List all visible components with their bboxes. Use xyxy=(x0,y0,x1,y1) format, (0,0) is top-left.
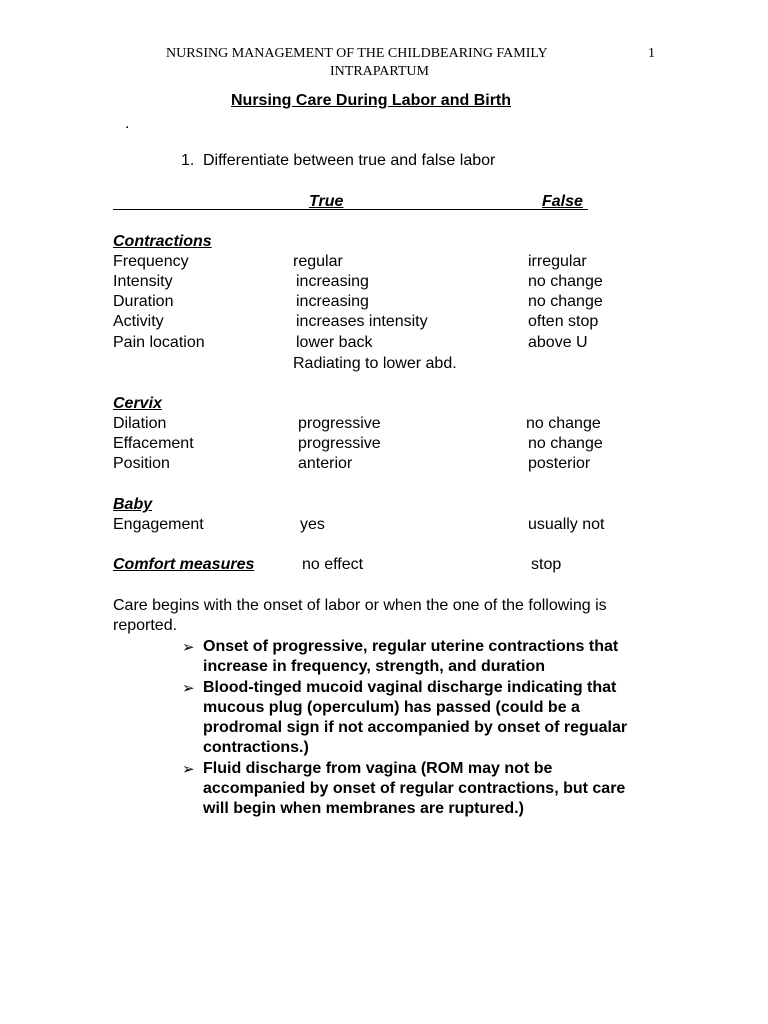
row-label: Pain location xyxy=(113,334,205,351)
row-false-value: no change xyxy=(528,435,603,452)
row-false-value: no change xyxy=(526,415,601,432)
section-heading-baby: Baby xyxy=(113,496,153,513)
page-title: Nursing Care During Labor and Birth xyxy=(231,92,512,109)
list-item: Onset of progressive, regular uterine contractions that increase in frequency, strength, and duration xyxy=(203,638,619,675)
care-intro-paragraph: Care begins with the onset of labor or when the one of the following is reported. xyxy=(113,597,607,634)
section-heading-cervix: Cervix xyxy=(113,395,162,412)
row-true-value: progressive xyxy=(298,415,381,432)
header-line-2: INTRAPARTUM xyxy=(330,64,429,79)
row-label: Intensity xyxy=(113,273,173,290)
row-label: Dilation xyxy=(113,415,167,432)
list-item: Blood-tinged mucoid vaginal discharge indicating that mucous plug (operculum) has passed (could be a prodromal sign if not accompanied by onset of regualar contractions.) xyxy=(203,679,628,756)
row-true-value: yes xyxy=(300,516,325,533)
stray-dot: . xyxy=(125,115,130,132)
arrowhead-bullet-icon: ➢ xyxy=(182,639,195,656)
row-false-value: irregular xyxy=(528,253,587,270)
row-label: Engagement xyxy=(113,516,204,533)
arrowhead-bullet-icon: ➢ xyxy=(182,761,195,778)
column-true-heading: True xyxy=(309,193,344,210)
row-true-value: progressive xyxy=(298,435,381,452)
list-item: Fluid discharge from vagina (ROM may not be accompanied by onset of regular contractions, but care will begin when membranes are ruptured.) xyxy=(203,760,626,817)
section-heading-contractions: Contractions xyxy=(113,233,212,250)
row-false-value: stop xyxy=(531,556,562,573)
pain-location-note: Radiating to lower abd. xyxy=(293,355,457,372)
row-true-value: increasing xyxy=(296,293,369,310)
row-true-value: anterior xyxy=(298,455,353,472)
row-false-value: usually not xyxy=(528,516,605,533)
row-true-value: increases intensity xyxy=(296,313,428,330)
column-header-rule xyxy=(113,209,588,210)
arrowhead-bullet-icon: ➢ xyxy=(182,680,195,697)
row-label: Effacement xyxy=(113,435,194,452)
header-line-1: NURSING MANAGEMENT OF THE CHILDBEARING FAMILY xyxy=(166,46,548,61)
row-label: Duration xyxy=(113,293,174,310)
objective-number: 1. xyxy=(181,152,195,169)
row-false-value: often stop xyxy=(528,313,599,330)
objective-text: Differentiate between true and false labor xyxy=(203,152,496,169)
row-label: Activity xyxy=(113,313,164,330)
column-false-heading: False xyxy=(542,193,583,210)
row-true-value: regular xyxy=(293,253,343,270)
row-false-value: no change xyxy=(528,273,603,290)
page-number: 1 xyxy=(648,46,655,61)
row-true-value: increasing xyxy=(296,273,369,290)
row-false-value: above U xyxy=(528,334,588,351)
row-true-value: no effect xyxy=(302,556,364,573)
row-label: Frequency xyxy=(113,253,189,270)
row-label: Position xyxy=(113,455,170,472)
row-true-value: lower back xyxy=(296,334,373,351)
section-heading-comfort: Comfort measures xyxy=(113,556,255,573)
row-false-value: posterior xyxy=(528,455,591,472)
row-false-value: no change xyxy=(528,293,603,310)
